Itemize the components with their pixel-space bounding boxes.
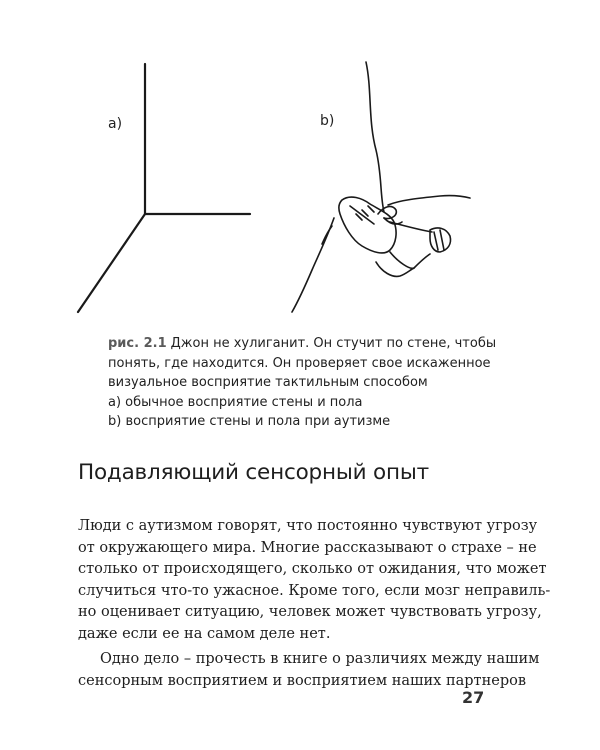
figure-2-1 xyxy=(0,0,600,330)
sleeve-outline xyxy=(388,196,470,205)
panel-a-label: a) xyxy=(108,116,123,132)
caption-line-4: a) обычное восприятие стены и пола xyxy=(108,394,363,410)
body-line: Одно дело – прочесть в книге о различиях между нашим xyxy=(100,651,540,667)
distorted-wall-line xyxy=(366,62,384,212)
panel-b-label: b) xyxy=(320,113,335,129)
arm-lower xyxy=(390,252,430,268)
panel-a-wall-floor-corner xyxy=(78,64,250,312)
body-line: но оценивает ситуацию, человек может чувствовать угрозу, xyxy=(78,604,542,620)
body-line: от окружающего мира. Многие рассказывают о страхе – не xyxy=(78,539,537,556)
caption-line-1 xyxy=(108,334,518,354)
figure-drawing xyxy=(0,0,600,330)
body-paragraphs xyxy=(78,516,551,692)
caption-line-3: визуальное восприятие тактильным способом xyxy=(108,375,428,390)
figure-number: рис. 2.1 xyxy=(108,336,167,351)
body-line: столько от происходящего, сколько от ожидания, что может xyxy=(78,561,547,577)
knock-motion xyxy=(378,207,396,219)
caption-text-1: Джон не хулиганит. Он стучит по стене, чтобы xyxy=(170,336,497,351)
floor-corner-line xyxy=(78,214,145,312)
caption-line-5: b) восприятие стены и пола при аутизме xyxy=(108,414,391,429)
body-line: даже если ее на самом деле нет. xyxy=(78,625,331,642)
figure-caption xyxy=(108,334,518,432)
body-line: Люди с аутизмом говорят, что постоянно чувствуют угрозу xyxy=(78,518,538,534)
page-number: 27 xyxy=(462,688,485,707)
panel-b-distorted-drawing xyxy=(292,62,470,312)
caption-line-2: понять, где находится. Он проверяет свое искаженное xyxy=(108,355,491,371)
body-line: сенсорным восприятием и восприятием наших партнеров xyxy=(78,672,526,689)
section-heading: Подавляющий сенсорный опыт xyxy=(78,460,429,485)
body-line: случиться что-то ужасное. Кроме того, если мозг неправиль- xyxy=(78,582,551,599)
